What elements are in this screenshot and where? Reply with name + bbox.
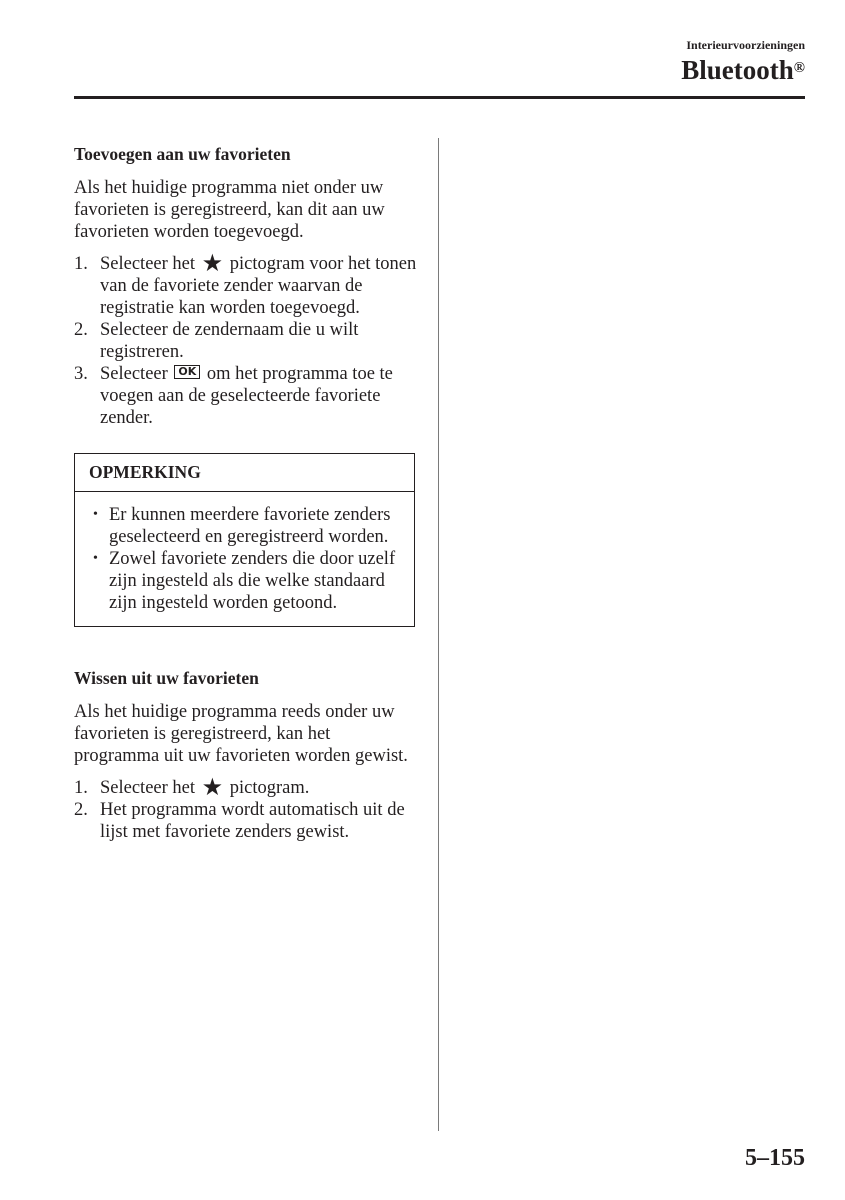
note-body bbox=[75, 492, 414, 626]
steps-list bbox=[74, 777, 419, 843]
note-bullet: • Zowel favoriete zenders die door uzelf zijn ingesteld als die welke standaard zijn ingesteld worden getoond. bbox=[89, 548, 400, 614]
section-intro: Als het huidige programma reeds onder uw favorieten is geregistreerd, kan het programma uit uw favorieten worden gewist. bbox=[74, 702, 408, 766]
section-heading-remove-favorites: Wissen uit uw favorieten bbox=[74, 668, 259, 688]
step-text: Selecteer het bbox=[100, 778, 196, 798]
registered-mark: ® bbox=[793, 60, 805, 76]
step-number: 1. bbox=[74, 778, 88, 798]
section-heading-add-favorites: Toevoegen aan uw favorieten bbox=[74, 144, 291, 164]
step-number: 2. bbox=[74, 320, 88, 340]
note-heading: OPMERKING bbox=[75, 454, 414, 492]
note-bullets bbox=[89, 504, 400, 614]
step-text: om het programma toe te voegen aan de geselecteerde favoriete zender. bbox=[100, 364, 393, 428]
ok-icon: OK bbox=[174, 365, 200, 379]
page-number: 5–155 bbox=[745, 1145, 805, 1171]
page-title bbox=[681, 54, 805, 86]
page-title-text: Bluetooth bbox=[681, 55, 794, 85]
step-text: Selecteer de zendernaam die u wilt registreren. bbox=[100, 320, 359, 362]
header-rule bbox=[74, 96, 805, 99]
note-bullet: • Er kunnen meerdere favoriete zenders geselecteerd en geregistreerd worden. bbox=[89, 504, 400, 548]
star-icon: ★ bbox=[201, 251, 224, 277]
step-number: 3. bbox=[74, 364, 88, 384]
step-text: Het programma wordt automatisch uit de lijst met favoriete zenders gewist. bbox=[100, 800, 405, 842]
step-item bbox=[74, 319, 419, 363]
step-text: pictogram. bbox=[229, 778, 310, 798]
step-text: Selecteer het bbox=[100, 254, 196, 274]
section-intro: Als het huidige programma niet onder uw favorieten is geregistreerd, kan dit aan uw favorieten worden toegevoegd. bbox=[74, 178, 385, 242]
step-item bbox=[74, 363, 419, 429]
note-box bbox=[74, 453, 415, 627]
steps-list bbox=[74, 253, 419, 429]
step-text: Selecteer bbox=[100, 364, 168, 384]
step-item bbox=[74, 253, 419, 319]
step-item bbox=[74, 777, 419, 799]
section-remove-favorites bbox=[74, 667, 419, 843]
left-column bbox=[74, 143, 419, 843]
step-item bbox=[74, 799, 419, 843]
column-divider bbox=[438, 138, 439, 1131]
star-icon: ★ bbox=[201, 775, 224, 801]
step-number: 2. bbox=[74, 800, 88, 820]
section-label: Interieurvoorzieningen bbox=[686, 38, 805, 52]
step-number: 1. bbox=[74, 254, 88, 274]
step-text: pictogram voor het tonen van de favoriete zender waarvan de registratie kan worden toegevoegd. bbox=[100, 254, 417, 318]
